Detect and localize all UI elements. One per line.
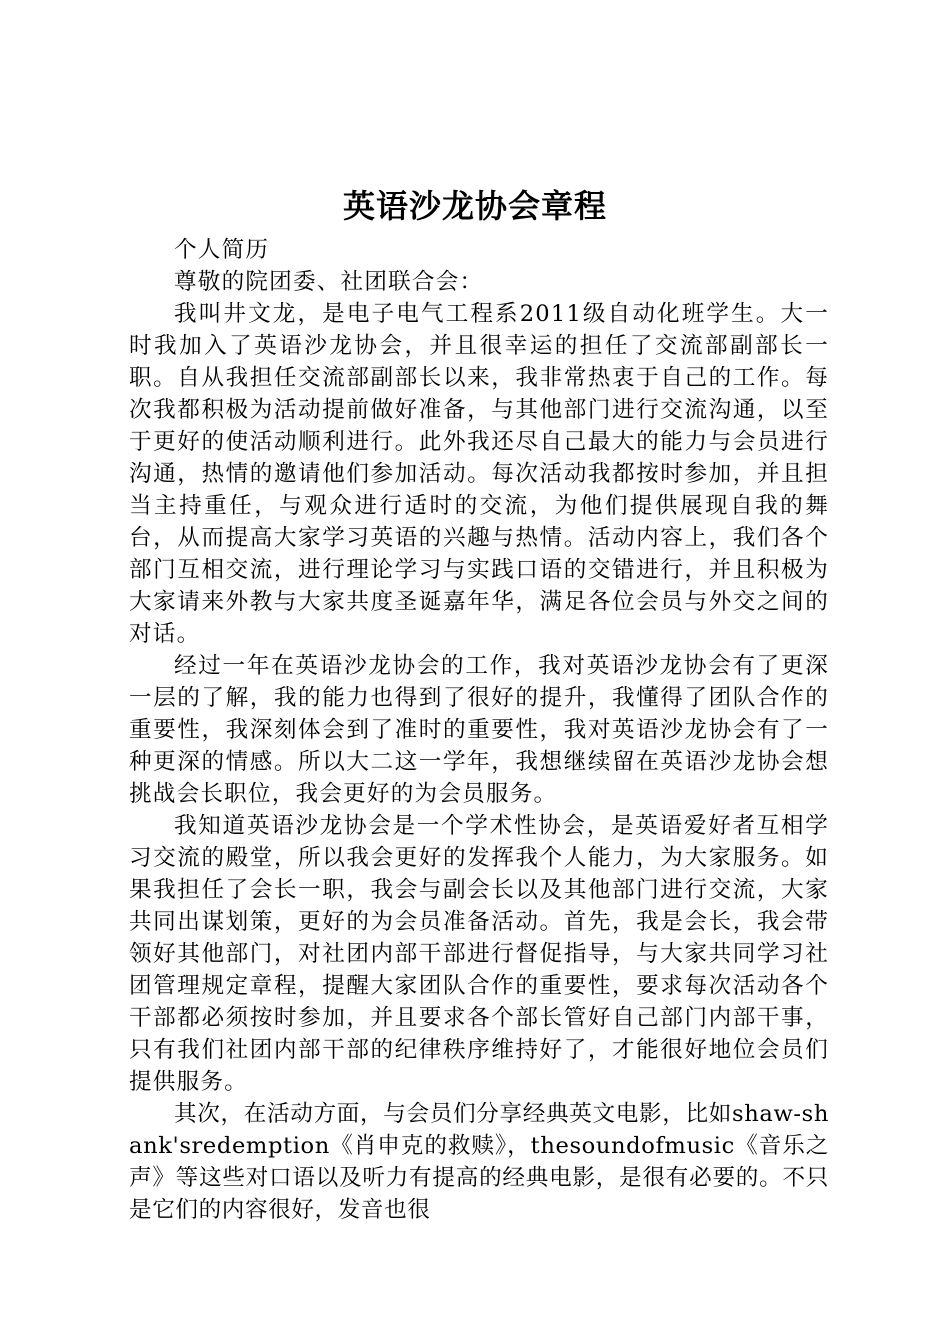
paragraph-activities: 其次，在活动方面，与会员们分享经典英文电影，比如shaw-shank'sredemption《肖申克的救赎》，thesoundofmusic《音乐之声》等这些对口语以及听力有提高的经典电影，是很有必要的。不只是它们的内容很好，发音也很 (129, 1101, 829, 1223)
paragraph-salutation: 尊敬的院团委、社团联合会： (174, 269, 484, 295)
paragraph-introduction: 我叫井文龙，是电子电气工程系2011级自动化班学生。大一时我加入了英语沙龙协会，并且很幸运的担任了交流部副部长一职。自从我担任交流部副部长以来，我非常热衷于自己的工作。每次我都积极为活动提前做好准备，与其他部门进行交流沟通，以至于更好的使活动顺利进行。此外我还尽自己最大的能力与会员进行沟通，热情的邀请他们参加活动。每次活动我都按时参加，并且担当主持重任，与观众进行适时的交流，为他们提供展现自我的舞台，从而提高大家学习英语的兴趣与热情。活动内容上，我们各个部门互相交流，进行理论学习与实践口语的交错进行，并且积极为大家请来外教与大家共度圣诞嘉年华，满足各位会员与外交之间的对话。 (129, 301, 829, 647)
paragraph-plan: 我知道英语沙龙协会是一个学术性协会，是英语爱好者互相学习交流的殿堂，所以我会更好的发挥我个人能力，为大家服务。如果我担任了会长一职，我会与副会长以及其他部门进行交流，大家共同出谋划策，更好的为会员准备活动。首先，我是会长，我会带领好其他部门，对社团内部干部进行督促指导，与大家共同学习社团管理规定章程，提醒大家团队合作的重要性，要求每次活动各个干部都必须按时参加，并且要求各个部长管好自己部门内部干事，只有我们社团内部干部的纪律秩序维持好了，才能很好地位会员们提供服务。 (129, 813, 829, 1095)
document-body (129, 234, 829, 1226)
paragraph-experience: 经过一年在英语沙龙协会的工作，我对英语沙龙协会有了更深一层的了解，我的能力也得到了很好的提升，我懂得了团队合作的重要性，我深刻体会到了准时的重要性，我对英语沙龙协会有了一种更深的情感。所以大二这一学年，我想继续留在英语沙龙协会想挑战会长职位，我会更好的为会员服务。 (129, 653, 829, 807)
paragraph-heading-resume: 个人简历 (174, 237, 270, 263)
document-title: 英语沙龙协会章程 (342, 187, 607, 225)
